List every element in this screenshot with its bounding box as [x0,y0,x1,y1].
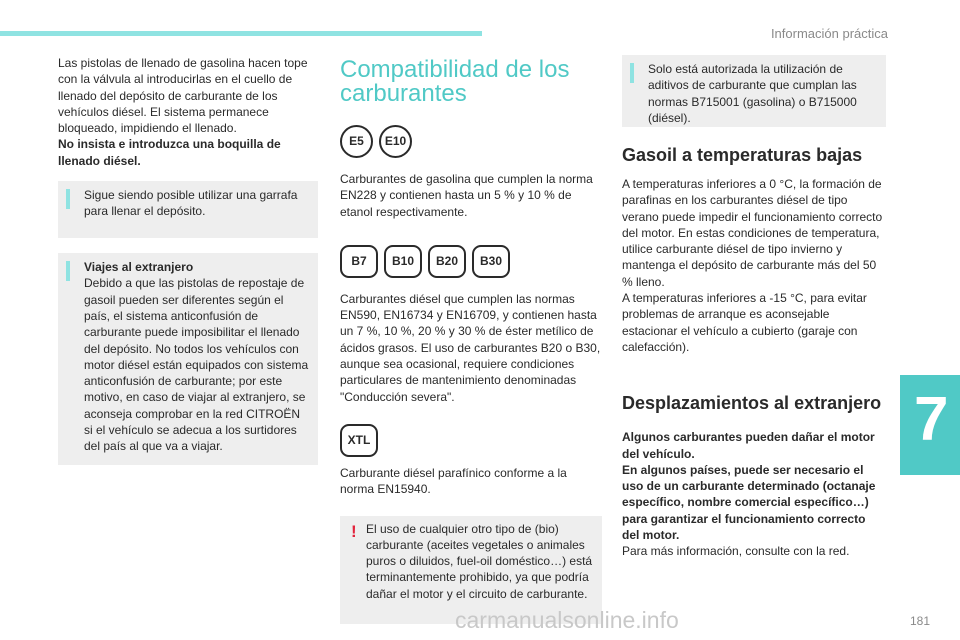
travel-bold-1: Algunos carburantes pueden dañar el motor del vehículo. [622,430,875,461]
xtl-badges [340,424,602,457]
note-title: Viajes al extranjero [84,260,194,275]
cold-diesel-text: A temperaturas inferiores a 0 °C, la formación de parafinas en los carburantes diésel de tipo verano puede impedir el funcionamiento correcto del motor. En estas condiciones de temperatura, utilice carburante diésel de tipo invierno y mantenga el depósito de carburante más del 50 % lleno. [622,177,883,289]
diesel-text: Carburantes diésel que cumplen las normas EN590, EN16734 y EN16709, y contienen hasta un 7 %, 10 %, 20 % y 30 % de éster metílico de ácidos grasos. El uso de carburantes B20 o B30, aunque sea ocasional, requiere condiciones particulares de mantenimiento denominadas "Conducción severa". [340,291,601,404]
cold-diesel-text-2: A temperaturas inferiores a -15 °C, para evitar problemas de arranque es aconsejable estacionar el vehículo a cubierto (garaje con calefacción). [622,291,867,354]
info-icon [66,189,70,209]
travel-bold-2: En algunos países, puede ser necesario el uso de un carburante determinado (octanaje específico, nombre comercial específico…) para garantizar el funcionamiento correcto del motor. [622,462,876,543]
info-note-abroad [58,253,318,465]
watermark: carmanualsonline.info [455,607,679,633]
fuel-label-b20-icon: B20 [428,245,466,278]
travel-text: Para más información, consulte con la red. [622,544,850,559]
fuel-compatibility-title: Compatibilidad de los carburantes [340,56,570,107]
header-accent-bar [0,31,482,36]
fuel-label-b7-icon: B7 [340,245,378,278]
page-number: 181 [909,614,930,628]
column-left [58,55,318,465]
fuel-label-b30-icon: B30 [472,245,510,278]
fuel-label-b10-icon: B10 [384,245,422,278]
info-note-text: Sigue siendo posible utilizar una garrafa para llenar el depósito. [84,188,298,219]
fuel-label-xtl-icon: XTL [340,424,378,457]
chapter-tab [900,375,960,475]
heading-travel-abroad: Desplazamientos al extranjero [622,393,882,414]
warning-icon: ! [351,521,357,541]
intro-text: Las pistolas de llenado de gasolina hacen tope con la válvula al introducirlas en el cuello de llenado del depósito de carburante de los vehículos diésel. El sistema permanece bloqueado, impidiendo el llenado. [58,56,308,136]
warning-text: El uso de cualquier otro tipo de (bio) carburante (aceites vegetales o animales puros o diluidos, fuel-oil doméstico…) está terminantemente prohibido, ya que podría dañar el motor y el circuito de carburante. [366,521,593,601]
fuel-label-e5-icon: E5 [340,125,373,158]
gasoline-text: Carburantes de gasolina que cumplen la norma EN228 y contienen hasta un 5 % y 10 % de etanol respectivamente. [340,172,593,219]
info-note-refill [58,181,318,238]
note-text: Debido a que las pistolas de repostaje de gasoil pueden ser diferentes según el país, el sistema anticonfusión de carburante puede imposibilitar el llenado del depósito. No todos los vehículos con motor diésel están equipados con sistema anticonfusión de carburante; por este motivo, en caso de viajar al extranjero, se aconseja comprobar en la red CITROËN si el vehículo se adecua a los surtidores del país al que va a viajar. [84,276,309,454]
info-icon [66,261,70,281]
info-icon [630,63,634,83]
fuel-label-e10-icon: E10 [379,125,412,158]
gasoline-badges [340,125,602,158]
column-right [622,55,886,560]
section-title: Información práctica [770,26,888,41]
diesel-badges [340,245,602,278]
additives-note-text: Solo está autorizada la utilización de aditivos de carburante que cumplan las normas B715001 (gasolina) o B715000 (diésel). [648,62,857,125]
heading-cold-diesel: Gasoil a temperaturas bajas [622,145,863,165]
intro-bold-text: No insista e introduzca una boquilla de llenado diésel. [58,137,281,168]
info-note-additives [622,55,886,127]
xtl-text: Carburante diésel parafínico conforme a la norma EN15940. [340,465,567,497]
chapter-number: 7 [914,385,949,454]
column-middle [340,55,602,624]
